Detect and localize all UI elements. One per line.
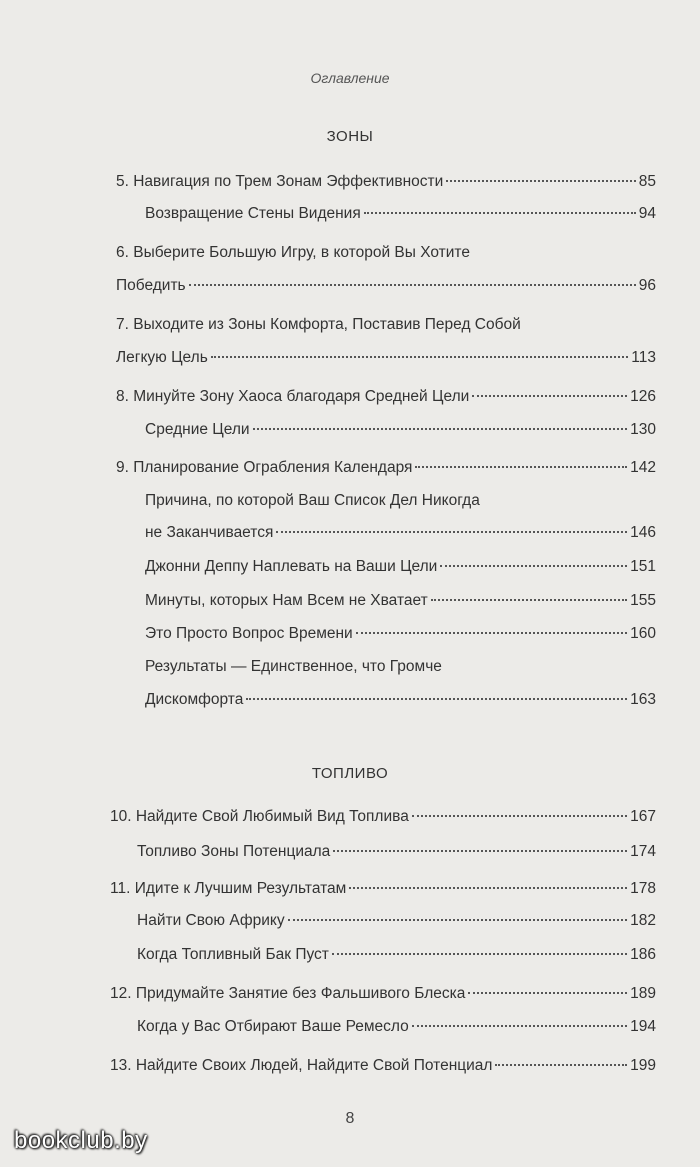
section-title-fuel: ТОПЛИВО: [311, 765, 389, 782]
toc-entry-line1: Причина, по которой Ваш Список Дел Никогда: [145, 492, 480, 509]
toc-entry[interactable]: 11. Идите к Лучшим Результатам 178: [110, 880, 656, 897]
toc-entry[interactable]: Когда Топливный Бак Пуст 186: [137, 946, 656, 963]
toc-entry[interactable]: 13. Найдите Своих Людей, Найдите Свой Потенциал 199: [110, 1057, 656, 1074]
toc-entry[interactable]: Легкую Цель 113: [116, 349, 656, 366]
toc-entry[interactable]: Топливо Зоны Потенциала 174: [137, 843, 656, 860]
toc-entry[interactable]: Победить 96: [116, 277, 656, 294]
toc-entry[interactable]: 12. Придумайте Занятие без Фальшивого Блеска 189: [110, 985, 656, 1002]
toc-entry-line1: Результаты — Единственное, что Громче: [145, 658, 442, 675]
toc-entry-line1: 7. Выходите из Зоны Комфорта, Поставив Перед Собой: [116, 316, 521, 333]
toc-entry[interactable]: 8. Минуйте Зону Хаоса благодаря Средней Цели 126: [116, 388, 656, 405]
toc-entry[interactable]: Найти Свою Африку 182: [137, 912, 656, 929]
toc-entry[interactable]: 5. Навигация по Трем Зонам Эффективности 85: [116, 173, 656, 190]
toc-entry[interactable]: Минуты, которых Нам Всем не Хватает 155: [145, 592, 656, 609]
toc-entry[interactable]: Это Просто Вопрос Времени 160: [145, 625, 656, 642]
toc-entry-line1: 6. Выберите Большую Игру, в которой Вы Хотите: [116, 244, 470, 261]
toc-entry[interactable]: Дискомфорта 163: [145, 691, 656, 708]
toc-entry[interactable]: Джонни Деппу Наплевать на Ваши Цели 151: [145, 558, 656, 575]
toc-entry[interactable]: Средние Цели 130: [145, 421, 656, 438]
toc-entry[interactable]: 9. Планирование Ограбления Календаря 142: [116, 459, 656, 476]
toc-entry[interactable]: не Заканчивается 146: [145, 524, 656, 541]
page-header: Оглавление: [310, 70, 390, 86]
toc-entry[interactable]: Возвращение Стены Видения 94: [145, 205, 656, 222]
section-title-zones: ЗОНЫ: [326, 128, 374, 145]
toc-entry[interactable]: Когда у Вас Отбирают Ваше Ремесло 194: [137, 1018, 656, 1035]
toc-entry[interactable]: 10. Найдите Свой Любимый Вид Топлива 167: [110, 808, 656, 825]
page-number: 8: [345, 1110, 355, 1127]
watermark: bookclub.by: [14, 1127, 148, 1154]
